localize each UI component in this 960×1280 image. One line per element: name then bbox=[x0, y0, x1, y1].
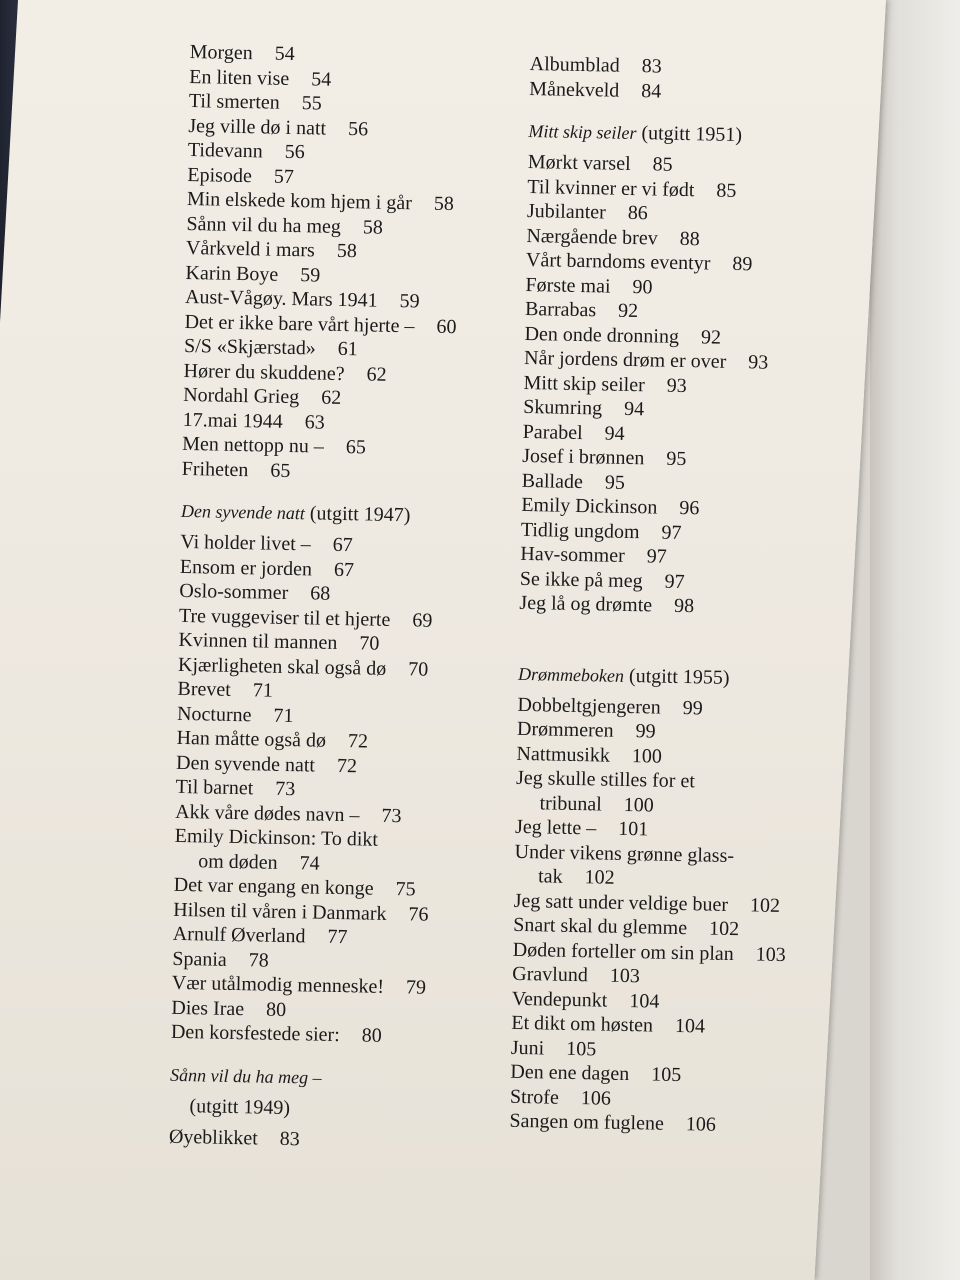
entry-page-number: 65 bbox=[270, 459, 291, 482]
entry-title: Strofe bbox=[509, 1085, 560, 1109]
entry-page-number: 94 bbox=[623, 397, 645, 421]
section-note: (utgitt 1947) bbox=[309, 502, 411, 527]
entry-page-number: 104 bbox=[629, 989, 660, 1013]
entry-page-number: 62 bbox=[321, 386, 342, 409]
entry-page-number: 102 bbox=[749, 893, 781, 917]
entry-title: Det er ikke bare vårt hjerte – bbox=[184, 310, 415, 337]
entry-page-number: 80 bbox=[361, 1024, 382, 1047]
entry-title: Nocturne bbox=[176, 702, 252, 726]
entry-page-number: 67 bbox=[332, 533, 353, 557]
entry-title: Emily Dickinson bbox=[521, 493, 658, 519]
toc-entry bbox=[182, 456, 512, 487]
entry-title: Sangen om fuglene bbox=[509, 1109, 665, 1135]
entry-page-number: 105 bbox=[566, 1037, 597, 1060]
entry-title: Tidevann bbox=[187, 138, 263, 163]
entry-title: Hører du skuddene? bbox=[183, 359, 345, 385]
entry-page-number: 73 bbox=[381, 804, 402, 827]
entry-title: Nærgående brev bbox=[526, 224, 658, 249]
entry-page-number: 67 bbox=[333, 558, 355, 581]
entry-title: Barrabas bbox=[524, 297, 597, 322]
entry-page-number: 68 bbox=[310, 582, 331, 605]
entry-page-number: 98 bbox=[673, 594, 695, 618]
section-note: (utgitt 1955) bbox=[628, 664, 730, 689]
entry-title: Parabel bbox=[522, 420, 583, 444]
section-heading bbox=[518, 661, 818, 692]
entry-page-number: 54 bbox=[274, 42, 295, 66]
entry-title: Vårkveld i mars bbox=[185, 236, 316, 262]
entry-page-number: 106 bbox=[580, 1086, 612, 1110]
toc-left-column bbox=[169, 40, 520, 1155]
entry-page-number: 77 bbox=[327, 925, 348, 949]
toc-entries-block bbox=[516, 692, 817, 771]
entry-page-number: 85 bbox=[652, 153, 673, 176]
entry-title: Nattmusikk bbox=[516, 742, 611, 767]
entry-page-number: 101 bbox=[617, 817, 649, 841]
entry-title: Ballade bbox=[521, 469, 584, 493]
toc-entries-block bbox=[175, 530, 511, 830]
entry-page-number: 96 bbox=[679, 496, 700, 520]
entry-title: Til smerten bbox=[188, 89, 280, 114]
entry-page-number: 70 bbox=[359, 632, 380, 655]
entry-title: Under vikens grønne glass- bbox=[514, 840, 735, 867]
entry-title: Vårt barndoms eventyr bbox=[525, 248, 711, 275]
entry-page-number: 83 bbox=[279, 1127, 301, 1150]
entry-page-number: 75 bbox=[395, 878, 416, 901]
section-heading bbox=[170, 1062, 500, 1093]
entry-title: Sånn vil du ha meg bbox=[186, 212, 342, 238]
entry-title: Drømmeren bbox=[516, 717, 614, 742]
entry-title: Josef i brønnen bbox=[522, 444, 645, 470]
entry-page-number: 63 bbox=[304, 410, 325, 434]
entry-page-number: 74 bbox=[299, 851, 320, 875]
entry-title: Arnulf Øverland bbox=[172, 922, 306, 948]
entry-title: Min elskede kom hjem i går bbox=[186, 187, 413, 215]
entry-page-number: 86 bbox=[627, 201, 649, 225]
entry-title: Nordahl Grieg bbox=[182, 383, 300, 409]
entry-title: Brevet bbox=[177, 677, 232, 701]
entry-title: tribunal bbox=[539, 791, 603, 816]
entry-title: Han måtte også dø bbox=[176, 726, 327, 752]
entry-title: Snart skal du glemme bbox=[513, 913, 688, 940]
section-title: Den syvende natt bbox=[180, 500, 306, 524]
entry-page-number: 58 bbox=[362, 215, 384, 239]
entry-title: Vendepunkt bbox=[511, 987, 608, 1012]
entry-title: Hav-sommer bbox=[520, 542, 625, 567]
entry-page-number: 88 bbox=[679, 227, 700, 250]
entry-page-number: 55 bbox=[301, 92, 322, 115]
entry-page-number: 56 bbox=[284, 140, 305, 164]
entry-title: Jeg lå og drømte bbox=[519, 591, 653, 617]
entry-title: Første mai bbox=[525, 273, 611, 298]
entry-page-number: 58 bbox=[433, 192, 455, 216]
entry-page-number: 100 bbox=[631, 744, 663, 768]
entry-page-number: 92 bbox=[617, 299, 639, 323]
entry-title: Gravlund bbox=[512, 962, 589, 987]
section-title: Mitt skip seiler bbox=[528, 120, 637, 144]
entry-title: Et dikt om høsten bbox=[511, 1011, 654, 1037]
entry-title: om døden bbox=[198, 849, 278, 874]
entry-page-number: 89 bbox=[732, 252, 753, 276]
entry-title: Til kvinner er vi født bbox=[527, 175, 695, 201]
entry-page-number: 84 bbox=[641, 79, 662, 103]
entry-page-number: 72 bbox=[336, 754, 358, 777]
entry-title: Se ikke på meg bbox=[519, 567, 643, 592]
entry-title: Månekveld bbox=[529, 77, 620, 102]
entry-title: Jeg skulle stilles for et bbox=[515, 766, 696, 793]
entry-page-number: 69 bbox=[412, 608, 433, 632]
entry-title: Den ene dagen bbox=[510, 1060, 630, 1086]
entry-page-number: 97 bbox=[661, 521, 682, 544]
entry-title: 17.mai 1944 bbox=[182, 408, 283, 433]
entry-title: En liten vise bbox=[189, 65, 290, 90]
entry-title: Skumring bbox=[522, 395, 603, 420]
entry-title: Øyeblikket bbox=[168, 1125, 259, 1150]
toc-entries-block bbox=[529, 52, 830, 107]
entry-page-number: 73 bbox=[275, 777, 296, 801]
toc-entry bbox=[171, 1020, 501, 1051]
entry-title: Vær utålmodig menneske! bbox=[171, 971, 385, 998]
entry-page-number: 80 bbox=[265, 998, 287, 1021]
entry-page-number: 71 bbox=[273, 704, 294, 727]
entry-title: Mitt skip seiler bbox=[523, 371, 645, 396]
entry-title: Det var engang en konge bbox=[173, 873, 374, 900]
section-note: (utgitt 1949) bbox=[189, 1094, 291, 1119]
entry-page-number: 99 bbox=[682, 696, 703, 719]
section-heading bbox=[181, 499, 511, 530]
toc-entries-block bbox=[509, 888, 814, 1139]
entry-title: Karin Boye bbox=[185, 261, 279, 286]
entry-page-number: 94 bbox=[604, 422, 625, 445]
section-note-line bbox=[169, 1093, 499, 1124]
entry-page-number: 90 bbox=[632, 275, 653, 298]
entry-page-number: 93 bbox=[748, 351, 769, 374]
entry-title: Episode bbox=[187, 163, 253, 187]
entry-title: S/S «Skjærstad» bbox=[183, 334, 317, 360]
entry-page-number: 65 bbox=[345, 436, 367, 459]
entry-page-number: 70 bbox=[408, 657, 429, 681]
entry-title: Tidlig ungdom bbox=[520, 518, 640, 543]
section-title: Drømmeboken bbox=[517, 663, 625, 686]
entry-title: Døden forteller om sin plan bbox=[512, 938, 735, 965]
entry-page-number: 93 bbox=[666, 374, 687, 397]
toc-entries-block bbox=[182, 40, 520, 487]
toc-entries-block bbox=[519, 150, 828, 621]
entry-title: Spania bbox=[172, 947, 228, 971]
section-note: (utgitt 1951) bbox=[641, 122, 743, 147]
entry-title: Hilsen til våren i Danmark bbox=[173, 898, 387, 925]
entry-title: Kjærligheten skal også dø bbox=[177, 653, 387, 680]
entry-page-number: 102 bbox=[708, 917, 740, 941]
entry-page-number: 97 bbox=[646, 545, 667, 568]
toc-entries-block bbox=[171, 873, 504, 1051]
entry-page-number: 60 bbox=[436, 315, 457, 338]
entry-title: Men nettopp nu – bbox=[182, 432, 325, 458]
entry-title: Ensom er jorden bbox=[179, 555, 313, 580]
entry-page-number: 104 bbox=[674, 1014, 706, 1038]
entry-title: Jeg satt under veldige buer bbox=[513, 889, 729, 916]
entry-title: Jeg ville dø i natt bbox=[188, 114, 327, 140]
entry-page-number: 71 bbox=[252, 679, 274, 702]
entry-page-number: 79 bbox=[405, 976, 427, 999]
entry-page-number: 59 bbox=[399, 290, 420, 313]
toc-right-column bbox=[509, 52, 830, 1139]
entry-title: Den korsfestede sier: bbox=[170, 1020, 340, 1047]
entry-title: Mørkt varsel bbox=[527, 150, 631, 175]
entry-page-number: 83 bbox=[641, 55, 662, 78]
entry-title: Dobbeltgjengeren bbox=[517, 693, 661, 719]
entry-page-number: 102 bbox=[584, 866, 615, 889]
entry-title: Juni bbox=[510, 1036, 545, 1059]
entry-page-number: 92 bbox=[700, 325, 722, 349]
entry-page-number: 61 bbox=[337, 337, 359, 361]
entry-page-number: 99 bbox=[635, 720, 656, 743]
entry-title: Jubilanter bbox=[526, 199, 607, 224]
section-title: Sånn vil du ha meg – bbox=[169, 1064, 322, 1088]
entry-title: Emily Dickinson: To dikt bbox=[174, 824, 379, 851]
entry-page-number: 105 bbox=[651, 1063, 682, 1087]
facing-page-edge bbox=[870, 0, 960, 1280]
entry-title: Kvinnen til mannen bbox=[178, 628, 338, 654]
entry-page-number: 85 bbox=[716, 179, 737, 202]
entry-page-number: 106 bbox=[685, 1113, 717, 1136]
entry-page-number: 97 bbox=[664, 570, 685, 593]
entry-title: Jeg lette – bbox=[514, 815, 597, 840]
entry-title: Den syvende natt bbox=[175, 751, 316, 777]
entry-page-number: 78 bbox=[248, 948, 269, 972]
entry-page-number: 95 bbox=[604, 471, 626, 494]
entry-title: Friheten bbox=[181, 457, 249, 481]
entry-page-number: 59 bbox=[300, 263, 321, 287]
entry-page-number: 56 bbox=[347, 117, 369, 140]
entry-page-number: 72 bbox=[347, 730, 369, 753]
entry-title: Til barnet bbox=[175, 775, 254, 800]
entry-page-number: 76 bbox=[408, 902, 429, 926]
entry-page-number: 58 bbox=[336, 239, 358, 263]
entry-page-number: 103 bbox=[609, 964, 641, 988]
entry-title: Morgen bbox=[189, 40, 253, 65]
entry-title: Tre vuggeviser til et hjerte bbox=[178, 604, 391, 631]
entry-title: tak bbox=[537, 865, 563, 888]
toc-entry bbox=[529, 76, 829, 106]
entry-page-number: 62 bbox=[366, 362, 387, 386]
entry-page-number: 57 bbox=[273, 165, 295, 188]
entry-title: Aust-Vågøy. Mars 1941 bbox=[184, 285, 378, 312]
entry-title: Akk våre dødes navn – bbox=[174, 800, 360, 826]
entry-title: Dies Irae bbox=[171, 996, 245, 1020]
entry-title: Den onde dronning bbox=[524, 322, 680, 348]
entry-page-number: 100 bbox=[623, 793, 654, 817]
entry-title: Albumblad bbox=[529, 52, 620, 77]
entry-page-number: 103 bbox=[755, 943, 786, 966]
entry-title: Oslo-sommer bbox=[179, 579, 289, 604]
section-heading bbox=[528, 119, 828, 150]
entry-page-number: 95 bbox=[666, 447, 687, 471]
entry-title: Når jordens drøm er over bbox=[523, 346, 727, 373]
entry-page-number: 54 bbox=[311, 67, 332, 91]
entry-title: Vi holder livet – bbox=[180, 530, 312, 556]
